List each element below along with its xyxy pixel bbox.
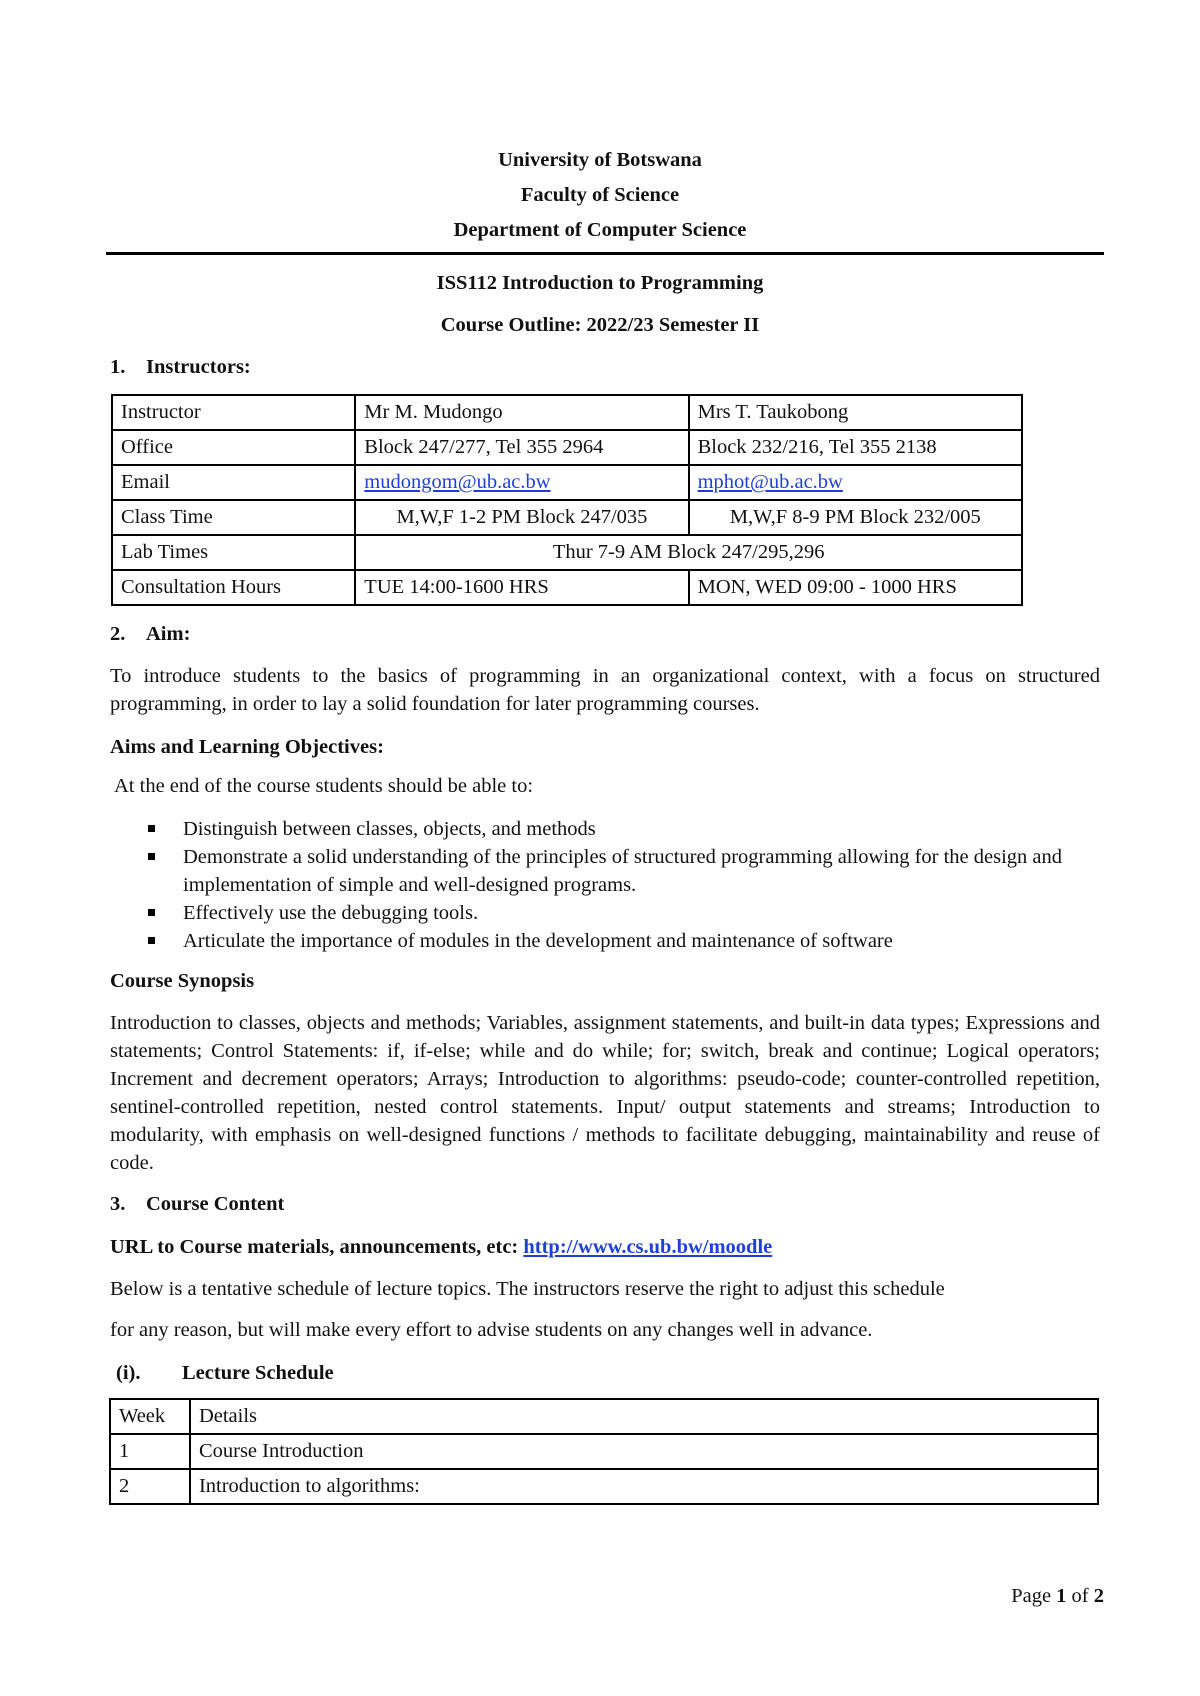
course-outline-subtitle: Course Outline: 2022/23 Semester II bbox=[440, 314, 760, 336]
table-row bbox=[112, 570, 1022, 605]
table-row bbox=[112, 395, 1022, 430]
email-cell bbox=[689, 465, 1022, 500]
section-title: Instructors: bbox=[146, 356, 251, 378]
course-content-heading bbox=[110, 1193, 284, 1216]
total-pages: 2 bbox=[1093, 1585, 1104, 1607]
faculty-name: Faculty of Science bbox=[520, 184, 680, 206]
details-cell: Course Introduction bbox=[190, 1434, 1098, 1469]
instructor-a-office: Block 247/277, Tel 355 2964 bbox=[355, 430, 688, 465]
instructor-a-class-time: M,W,F 1-2 PM Block 247/035 bbox=[355, 500, 688, 535]
lab-times-value: Thur 7-9 AM Block 247/295,296 bbox=[355, 535, 1022, 570]
table-row bbox=[110, 1469, 1098, 1504]
row-label: Office bbox=[112, 430, 355, 465]
row-label: Lab Times bbox=[112, 535, 355, 570]
header-divider bbox=[106, 252, 1104, 255]
instructor-b-consultation: MON, WED 09:00 - 1000 HRS bbox=[689, 570, 1022, 605]
instructor-b-name: Mrs T. Taukobong bbox=[689, 395, 1022, 430]
instructor-b-class-time: M,W,F 8-9 PM Block 232/005 bbox=[689, 500, 1022, 535]
aim-heading bbox=[110, 623, 190, 646]
synopsis-heading: Course Synopsis bbox=[110, 970, 255, 992]
objectives-heading: Aims and Learning Objectives: bbox=[110, 736, 384, 758]
row-label: Consultation Hours bbox=[112, 570, 355, 605]
table-row bbox=[110, 1434, 1098, 1469]
section-number: 1. bbox=[110, 356, 126, 378]
course-title: ISS112 Introduction to Programming bbox=[436, 272, 764, 294]
course-url-link[interactable]: http://www.cs.ub.bw/moodle bbox=[523, 1236, 773, 1258]
table-row bbox=[112, 500, 1022, 535]
list-item: Articulate the importance of modules in the development and maintenance of software bbox=[145, 927, 1105, 955]
current-page: 1 bbox=[1056, 1585, 1067, 1607]
list-item: Distinguish between classes, objects, and methods bbox=[145, 815, 1105, 843]
list-item: Effectively use the debugging tools. bbox=[145, 899, 1105, 927]
section-number: 3. bbox=[110, 1193, 126, 1215]
row-label: Email bbox=[112, 465, 355, 500]
objectives-list bbox=[145, 815, 1105, 955]
week-cell: 2 bbox=[110, 1469, 190, 1504]
email-cell bbox=[355, 465, 688, 500]
of-word: of bbox=[1071, 1585, 1089, 1607]
row-label: Instructor bbox=[112, 395, 355, 430]
page-number bbox=[900, 1585, 1104, 1608]
section-number: (i). bbox=[116, 1362, 141, 1384]
week-cell: 1 bbox=[110, 1434, 190, 1469]
table-row bbox=[112, 465, 1022, 500]
list-item: Demonstrate a solid understanding of the principles of structured programming allowing for the design and implementation of simple and well-designed programs. bbox=[145, 843, 1105, 899]
table-row bbox=[112, 535, 1022, 570]
section-title: Course Content bbox=[146, 1193, 285, 1215]
table-row bbox=[112, 430, 1022, 465]
instructors-table bbox=[111, 394, 1023, 606]
section-title: Lecture Schedule bbox=[182, 1362, 334, 1384]
details-cell: Introduction to algorithms: bbox=[190, 1469, 1098, 1504]
instructors-heading bbox=[110, 356, 251, 379]
university-name: University of Botswana bbox=[498, 149, 702, 171]
lecture-schedule-heading bbox=[116, 1362, 334, 1385]
course-url-label: URL to Course materials, announcements, etc: bbox=[110, 1236, 519, 1258]
aim-text: To introduce students to the basics of programming in an organizational context, with a focus on structured programming, in order to lay a solid foundation for later programming courses. bbox=[110, 665, 1100, 715]
instructor-b-office: Block 232/216, Tel 355 2138 bbox=[689, 430, 1022, 465]
lecture-schedule-table bbox=[109, 1398, 1099, 1505]
instructor-b-email-link[interactable]: mphot@ub.ac.bw bbox=[697, 471, 843, 493]
section-title: Aim: bbox=[146, 623, 191, 645]
instructor-a-name: Mr M. Mudongo bbox=[355, 395, 688, 430]
course-url-line bbox=[110, 1236, 772, 1259]
schedule-intro-line-1: Below is a tentative schedule of lecture topics. The instructors reserve the right to adjust this schedule bbox=[110, 1278, 945, 1300]
instructor-a-email-link[interactable]: mudongom@ub.ac.bw bbox=[364, 471, 551, 493]
row-label: Class Time bbox=[112, 500, 355, 535]
column-header-week: Week bbox=[110, 1399, 190, 1434]
section-number: 2. bbox=[110, 623, 126, 645]
instructor-a-consultation: TUE 14:00-1600 HRS bbox=[355, 570, 688, 605]
objectives-intro: At the end of the course students should be able to: bbox=[114, 775, 534, 797]
column-header-details: Details bbox=[190, 1399, 1098, 1434]
page-word: Page bbox=[1011, 1585, 1052, 1607]
synopsis-text: Introduction to classes, objects and methods; Variables, assignment statements, and built-in data types; Expressions and statements; Control Statements: if, if-else; while and do while; for; switch, break and continue; Logical operators; Increment and decrement operators; Arrays; Introduction to algorithms: pseudo-code; counter-controlled repetition, sentinel-controlled repetition, nested control statements. Input/ output statements and streams; Introduction to modularity, with emphasis on well-designed functions / methods to facilitate debugging, maintainability and reuse of code. bbox=[110, 1012, 1100, 1174]
department-name: Department of Computer Science bbox=[453, 219, 747, 241]
table-header-row bbox=[110, 1399, 1098, 1434]
schedule-intro-line-2: for any reason, but will make every effort to advise students on any changes well in advance. bbox=[110, 1319, 873, 1341]
